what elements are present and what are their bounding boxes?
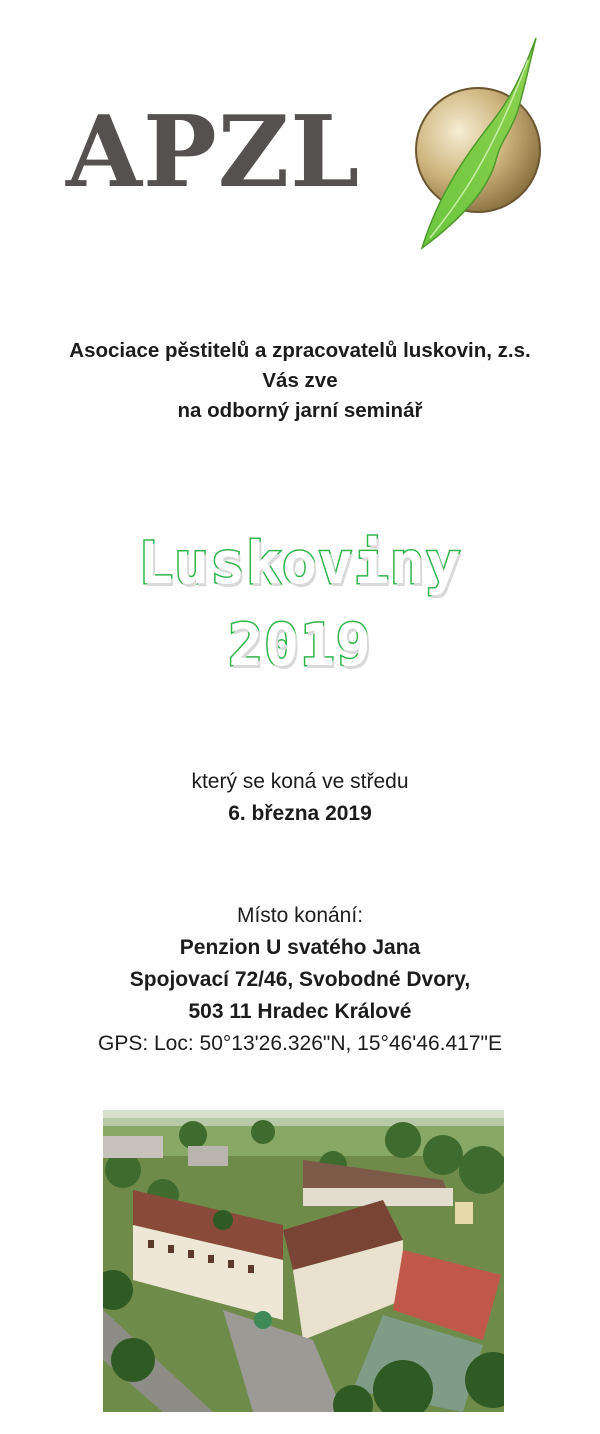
- venue-gps: GPS: Loc: 50°13'26.326"N, 15°46'46.417"E: [97, 1032, 502, 1055]
- venue-city: 503 11 Hradec Králové: [188, 1000, 412, 1023]
- apzl-logo: [60, 30, 550, 255]
- aerial-photo-image: [103, 1110, 504, 1412]
- pea-leaf-logo-icon: [400, 30, 550, 255]
- event-date: 6. března 2019: [228, 802, 372, 825]
- logo-text: APZL: [66, 95, 361, 210]
- invitation-text: [0, 336, 600, 426]
- venue-name: Penzion U svatého Jana: [179, 936, 421, 959]
- venue-label: Místo konání:: [236, 904, 364, 927]
- title-name: Luskoviny: [138, 529, 462, 597]
- venue-block: [0, 900, 600, 1060]
- event-date-block: [0, 766, 600, 830]
- venue-street: Spojovací 72/46, Svobodné Dvory,: [129, 968, 471, 991]
- association-name: Asociace pěstitelů a zpracovatelů luskovin, z.s.: [69, 339, 531, 362]
- title-year: 2019: [228, 611, 372, 679]
- seminar-line: na odborný jarní seminář: [177, 399, 423, 422]
- venue-aerial-photo: [103, 1110, 504, 1412]
- seminar-title: [0, 522, 600, 686]
- event-intro: který se koná ve středu: [191, 770, 409, 793]
- invite-line: Vás zve: [262, 369, 338, 392]
